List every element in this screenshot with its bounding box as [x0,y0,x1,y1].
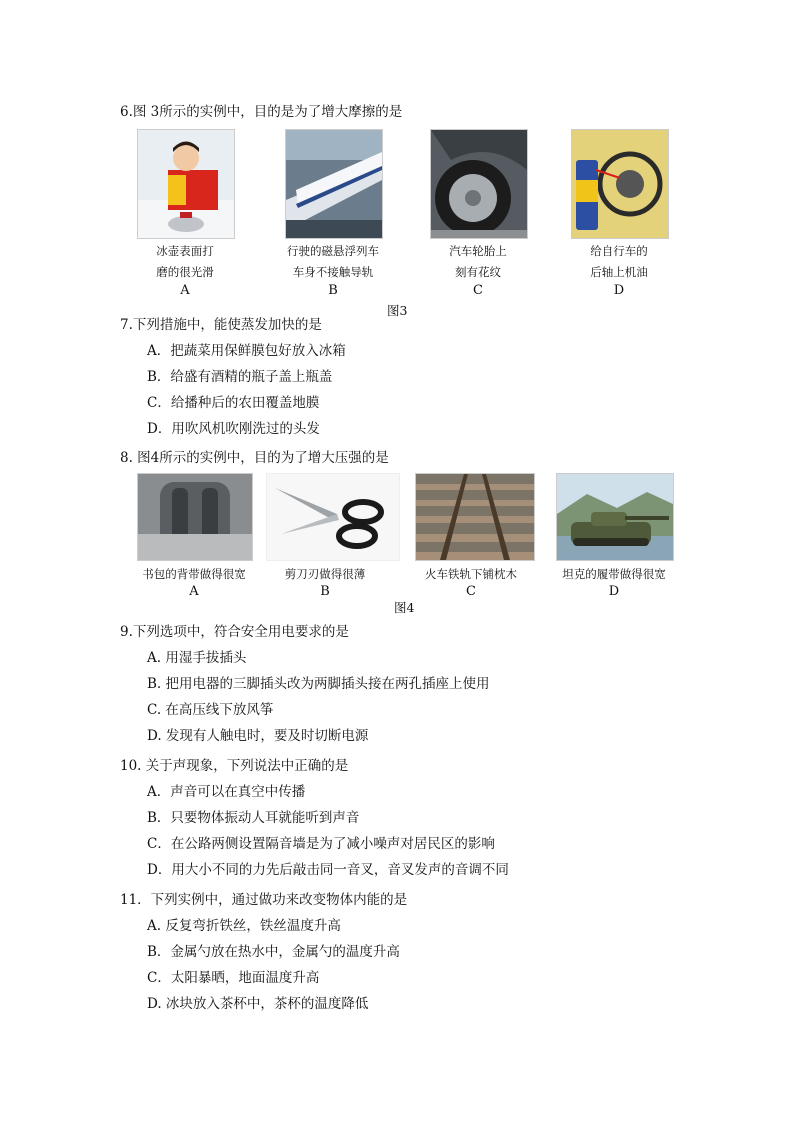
figure-3-label: 图3 [387,303,408,318]
maglev-train-photo [285,129,383,239]
scissors-photo [266,473,400,561]
q7-option-b: B．给盛有酒精的瓶子盖上瓶盖 [147,369,333,385]
q8-caption-b: 剪刀刃做得很薄 [284,567,366,581]
tank-photo [556,473,674,561]
q6-caption-a-line1: 冰壶表面打 [156,244,214,258]
question-11-stem: 11．下列实例中，通过做功来改变物体内能的是 [120,892,408,908]
q6-letter-b: B [328,283,338,298]
q7-option-d: D．用吹风机吹刚洗过的头发 [147,421,320,437]
curling-photo [137,129,235,239]
q9-option-b: B. 把用电器的三脚插头改为两脚插头接在两孔插座上使用 [147,676,490,692]
car-tire-photo [430,129,528,239]
q9-option-d: D. 发现有人触电时，要及时切断电源 [147,728,369,744]
q11-option-b: B．金属勺放在热水中，金属勺的温度升高 [147,944,400,960]
question-6-stem: 6.图 3所示的实例中，目的是为了增大摩擦的是 [120,104,403,120]
q8-letter-b: B [320,584,330,599]
q6-caption-b-line1: 行驶的磁悬浮列车 [287,244,379,258]
q7-option-a: A．把蔬菜用保鲜膜包好放入冰箱 [147,343,346,359]
question-8-stem: 8. 图4所示的实例中，目的为了增大压强的是 [120,450,389,466]
question-7-stem: 7.下列措施中，能使蒸发加快的是 [120,317,322,333]
q8-letter-d: D [608,584,620,599]
q9-option-c: C. 在高压线下放风筝 [147,702,274,718]
q6-caption-a-line2: 磨的很光滑 [156,265,214,279]
railway-track-photo [415,473,535,561]
q6-letter-d: D [613,283,625,298]
figure-4-label: 图4 [394,600,415,615]
q11-option-d: D. 冰块放入茶杯中，茶杯的温度降低 [147,996,369,1012]
q10-option-b: B．只要物体振动人耳就能听到声音 [147,810,360,826]
bicycle-oil-photo [571,129,669,239]
q8-letter-c: C [466,584,476,599]
q6-caption-d-line1: 给自行车的 [590,244,648,258]
q10-option-d: D．用大小不同的力先后敲击同一音叉，音叉发声的音调不同 [147,862,509,878]
q10-option-c: C．在公路两侧设置隔音墙是为了减小噪声对居民区的影响 [147,836,495,852]
q11-option-a: A. 反复弯折铁丝，铁丝温度升高 [147,918,341,934]
backpack-photo [137,473,253,561]
q6-caption-d-line2: 后轴上机油 [590,265,648,279]
q6-caption-c-line1: 汽车轮胎上 [449,244,507,258]
q6-caption-b-line2: 车身不接触导轨 [292,265,374,279]
q11-option-c: C．太阳暴晒，地面温度升高 [147,970,320,986]
q6-caption-c-line2: 刻有花纹 [455,265,501,279]
q7-option-c: C．给播种后的农田覆盖地膜 [147,395,320,411]
q6-letter-c: C [473,283,483,298]
q8-letter-a: A [189,584,199,599]
question-9-stem: 9.下列选项中，符合安全用电要求的是 [120,624,349,640]
q9-option-a: A. 用湿手拔插头 [147,650,247,666]
q8-caption-d: 坦克的履带做得很宽 [562,567,666,581]
question-10-stem: 10. 关于声现象，下列说法中正确的是 [120,758,349,774]
q10-option-a: A．声音可以在真空中传播 [147,784,306,800]
q8-caption-a: 书包的背带做得很宽 [142,567,246,581]
q8-caption-c: 火车铁轨下铺枕木 [425,567,517,581]
q6-letter-a: A [180,283,190,298]
